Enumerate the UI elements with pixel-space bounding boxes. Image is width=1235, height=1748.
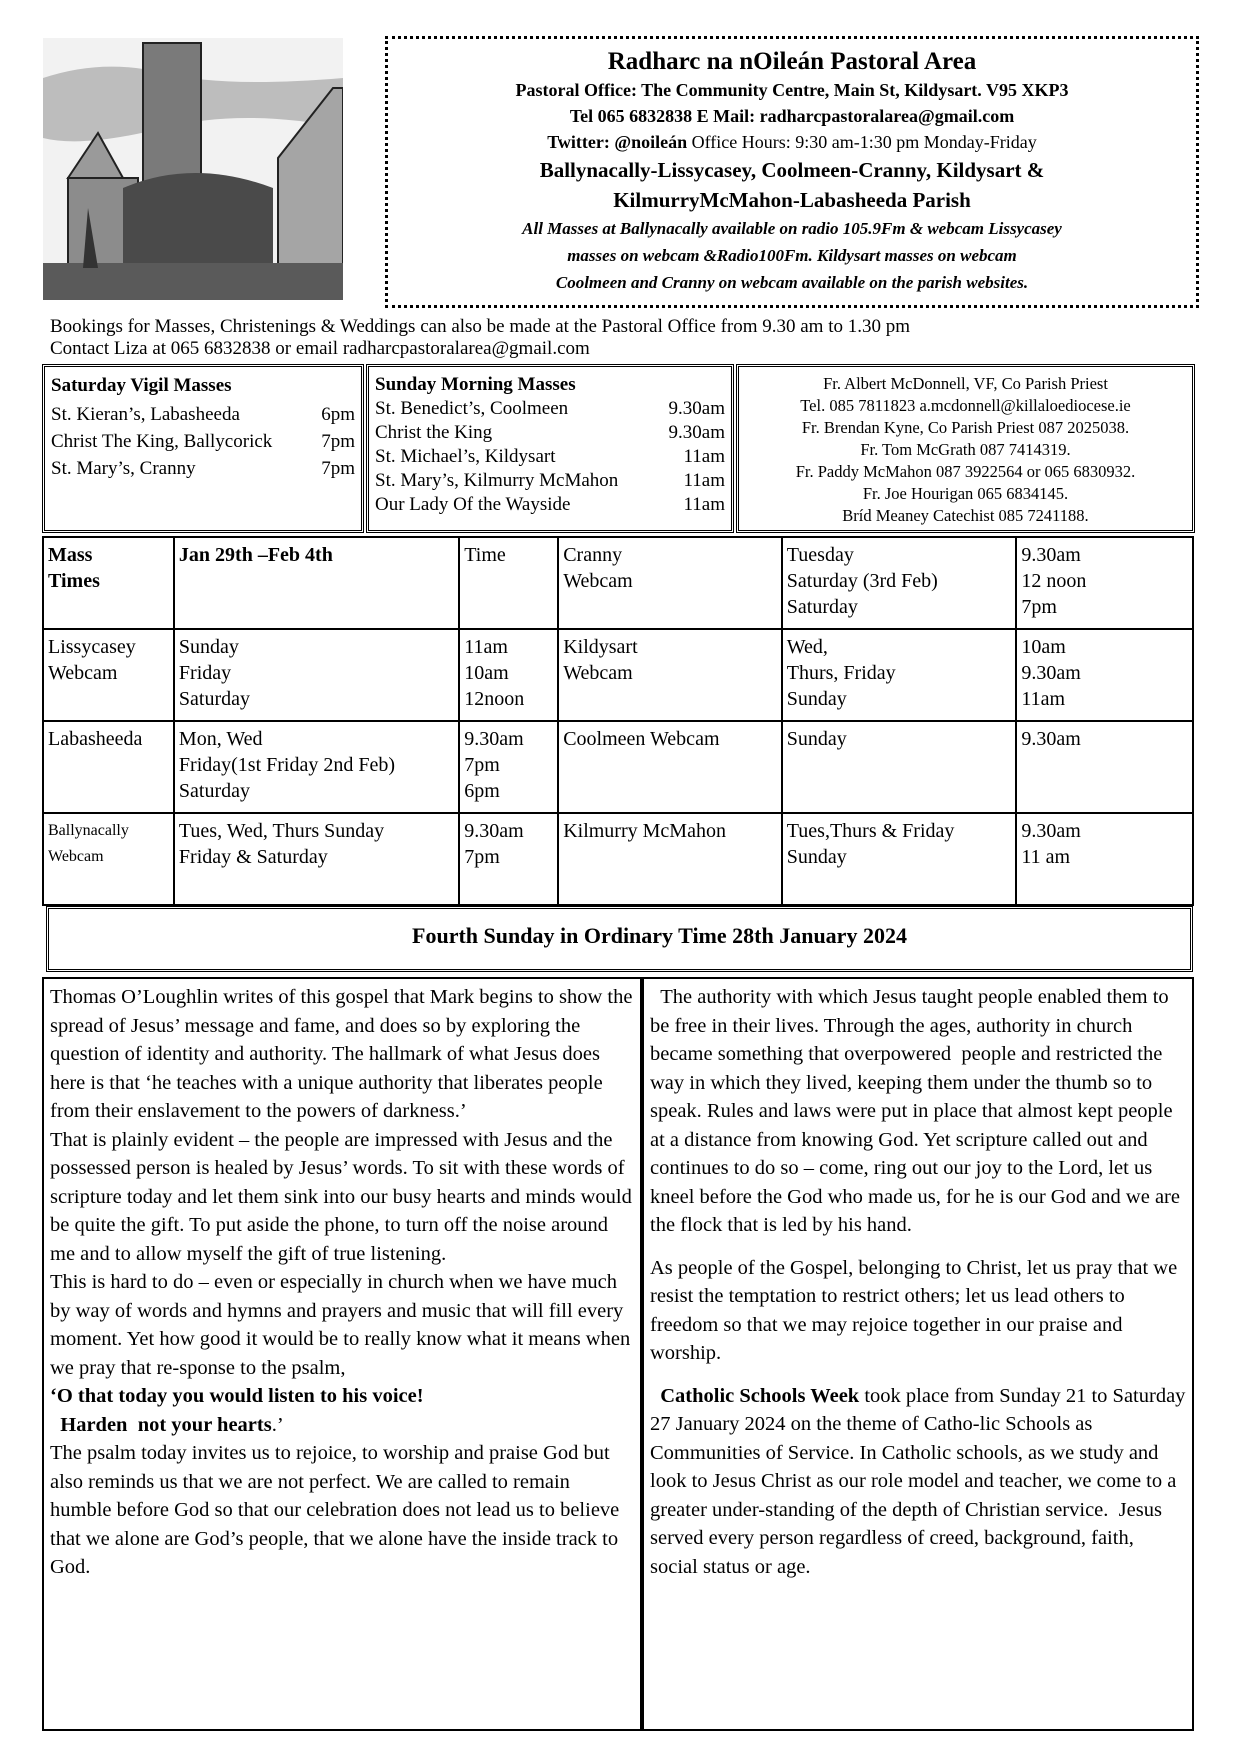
- paragraph: Thomas O’Loughlin writes of this gospel that Mark begins to show the spread of Jesus’ message and fame, and does so by exploring the question of identity and authority. The hallmark of what Jesus does here is that ‘he teaches with a unique authority that liberates people from their enslavement to the powers of darkness.’: [50, 986, 633, 1122]
- paragraph: The psalm today invites us to rejoice, to worship and praise God but also reminds us that we are not perfect. We are called to remain humble before God so that our celebration does not lead us to believe that we alone are God’s people, that we alone have the inside track to God.: [50, 1442, 620, 1578]
- sunday-row: [375, 445, 725, 469]
- mass-time: 11am: [683, 470, 725, 491]
- mass-time: 7pm: [321, 431, 355, 452]
- church-name: St. Mary’s, Kilmurry McMahon: [375, 470, 619, 491]
- paragraph: That is plainly evident – the people are impressed with Jesus and the possessed person is healed by Jesus’ words. To sit with these words of scripture today and let them sink into our busy hearts and minds would be quite the gift. To put aside the phone, to turn off the noise around me and to allow myself the gift of true listening.: [50, 1128, 632, 1265]
- table-cell: Jan 29th –Feb 4th: [174, 537, 459, 629]
- mass-time: 11am: [683, 446, 725, 467]
- table-cell: Cranny Webcam: [558, 537, 782, 629]
- article-column-right: [644, 979, 1192, 1729]
- table-cell: 9.30am 7pm 6pm: [459, 721, 558, 813]
- table-cell: 11am 10am 12noon: [459, 629, 558, 721]
- media-line-3: Coolmeen and Cranny on webcam available on the parish websites.: [555, 273, 1029, 292]
- catholic-schools-week-heading: Catholic Schools Week: [650, 1384, 860, 1407]
- sunday-row: [375, 469, 725, 493]
- mass-time: 7pm: [321, 458, 355, 479]
- table-cell: 10am 9.30am 11am: [1016, 629, 1193, 721]
- mass-time: 11am: [683, 494, 725, 515]
- sunday-row: [375, 397, 725, 421]
- church-name: Christ The King, Ballycorick: [51, 431, 273, 452]
- church-name: Our Lady Of the Wayside: [375, 494, 571, 515]
- office-hours: Office Hours: 9:30 am-1:30 pm Monday-Friday: [687, 132, 1037, 152]
- saturday-vigil-masses: [42, 364, 364, 533]
- sunday-row: [375, 421, 725, 445]
- table-cell: Tues, Wed, Thurs Sunday Friday & Saturday: [174, 813, 459, 905]
- table-cell: Time: [459, 537, 558, 629]
- parishes-line-1: Ballynacally-Lissycasey, Coolmeen-Cranny, Kildysart &: [539, 158, 1045, 182]
- table-cell: Wed, Thurs, Friday Sunday: [782, 629, 1017, 721]
- clergy-contacts: [736, 364, 1195, 533]
- table-cell: Coolmeen Webcam: [558, 721, 782, 813]
- psalm-quote-end: .’: [271, 1413, 284, 1436]
- psalm-quote-bold: Harden not your hearts: [50, 1413, 272, 1436]
- table-cell: 9.30am: [1016, 721, 1193, 813]
- twitter-office-hours: [388, 129, 1196, 155]
- table-row: [43, 629, 1193, 721]
- vigil-row: [51, 428, 355, 455]
- paragraph-text: took place from Sunday 21 to Saturday 27 January 2024 on the theme of Catho-lic Schools as Communities of Service. In Catholic schools, as we study and look to Jesus Christ as our role model and teacher, we come to a greater under-standing of the depth of Christian service. Jesus served every person regardless of creed, background, faith, social status or age.: [650, 1384, 1191, 1578]
- bookings-notice: [50, 316, 910, 360]
- table-cell: Labasheeda: [43, 721, 174, 813]
- table-cell: Tuesday Saturday (3rd Feb) Saturday: [782, 537, 1017, 629]
- table-cell: Mass Times: [43, 537, 174, 629]
- church-ruins-illustration: [43, 38, 343, 300]
- table-row: [43, 813, 1193, 905]
- table-header-row: [43, 537, 1193, 629]
- church-name: St. Michael’s, Kildysart: [375, 446, 556, 467]
- church-name: St. Kieran’s, Labasheeda: [51, 404, 240, 425]
- table-row: [43, 721, 1193, 813]
- liturgical-date-title: Fourth Sunday in Ordinary Time 28th January 2024: [46, 906, 1193, 972]
- office-contact: Tel 065 6832838 E Mail: radharcpastoralarea@gmail.com: [569, 106, 1015, 126]
- vigil-row: [51, 401, 355, 428]
- table-cell: Kilmurry McMahon: [558, 813, 782, 905]
- article-column-left: [44, 979, 644, 1729]
- office-address: Pastoral Office: The Community Centre, Main St, Kildysart. V95 XKP3: [515, 80, 1069, 100]
- clergy-line: Fr. Tom McGrath 087 7414319.: [860, 440, 1071, 459]
- psalm-quote-line-1: ‘O that today you would listen to his voice!: [50, 1385, 424, 1407]
- catholic-schools-week-paragraph: [650, 1382, 1191, 1582]
- paragraph: As people of the Gospel, belonging to Christ, let us pray that we resist the temptation to restrict others; let us lead others to freedom so that we may rejoice together in our praise and worship.: [650, 1256, 1178, 1364]
- pastoral-area-header: [385, 36, 1199, 308]
- church-name: St. Benedict’s, Coolmeen: [375, 398, 569, 419]
- church-name: Christ the King: [375, 422, 493, 443]
- vigil-row: [51, 455, 355, 482]
- bookings-line-2: Contact Liza at 065 6832838 or email radharcpastoralarea@gmail.com: [50, 338, 590, 359]
- sunday-morning-masses: [366, 364, 734, 533]
- media-line-1: All Masses at Ballynacally available on radio 105.9Fm & webcam Lissycasey: [522, 219, 1062, 238]
- clergy-line: Bríd Meaney Catechist 085 7241188.: [842, 506, 1089, 525]
- table-cell: Kildysart Webcam: [558, 629, 782, 721]
- media-line-2: masses on webcam &Radio100Fm. Kildysart masses on webcam: [567, 246, 1017, 265]
- church-name: St. Mary’s, Cranny: [51, 458, 196, 479]
- table-cell: 9.30am 7pm: [459, 813, 558, 905]
- vigil-title: Saturday Vigil Masses: [51, 375, 232, 396]
- table-cell: Tues,Thurs & Friday Sunday: [782, 813, 1017, 905]
- paragraph: This is hard to do – even or especially in church when we have much by way of words and hymns and prayers and music that will fill every moment. Yet how good it would be to really know what it means when we pray that re-sponse to the psalm,: [50, 1271, 631, 1379]
- table-cell: Sunday Friday Saturday: [174, 629, 459, 721]
- psalm-quote-line-2: [50, 1411, 634, 1440]
- twitter-handle: Twitter: @noileán: [547, 132, 688, 152]
- clergy-line: Fr. Joe Hourigan 065 6834145.: [862, 484, 1069, 503]
- table-cell: Lissycasey Webcam: [43, 629, 174, 721]
- clergy-line: Fr. Paddy McMahon 087 3922564 or 065 6830932.: [795, 462, 1136, 481]
- paragraph: The authority with which Jesus taught people enabled them to be free in their lives. Through the ages, authority in church became something that overpowered people and restricted the way in which they lived, keeping them under the thumb so to speak. Rules and laws were put in place that almost kept people at a distance from knowing God. Yet scripture called out and continues to do so – come, ring out our joy to the Lord, let us kneel before the God who made us, for he is our God and we are the flock that is led by his hand.: [650, 986, 1186, 1236]
- clergy-line: Fr. Brendan Kyne, Co Parish Priest 087 2025038.: [801, 418, 1130, 437]
- sunday-row: [375, 493, 725, 517]
- mass-time: 9.30am: [668, 422, 725, 443]
- clergy-line: Fr. Albert McDonnell, VF, Co Parish Priest: [823, 374, 1108, 393]
- sunday-title: Sunday Morning Masses: [375, 374, 576, 395]
- church-ruins-drawing-icon: [43, 38, 343, 300]
- mass-time: 9.30am: [668, 398, 725, 419]
- parishes-line-2: KilmurryMcMahon-Labasheeda Parish: [613, 188, 971, 212]
- table-cell: 9.30am 12 noon 7pm: [1016, 537, 1193, 629]
- clergy-line: Tel. 085 7811823 a.mcdonnell@killaloediocese.ie: [800, 396, 1131, 415]
- table-cell: 9.30am 11 am: [1016, 813, 1193, 905]
- table-cell: Mon, Wed Friday(1st Friday 2nd Feb) Saturday: [174, 721, 459, 813]
- table-cell: Ballynacally Webcam: [43, 813, 174, 905]
- mass-times-table: [42, 536, 1194, 906]
- gospel-reflection: [42, 977, 1194, 1731]
- bookings-line-1: Bookings for Masses, Christenings & Weddings can also be made at the Pastoral Office from 9.30 am to 1.30 pm: [50, 316, 911, 337]
- pastoral-area-title: Radharc na nOileán Pastoral Area: [607, 48, 977, 75]
- table-cell: Sunday: [782, 721, 1017, 813]
- mass-time: 6pm: [321, 404, 355, 425]
